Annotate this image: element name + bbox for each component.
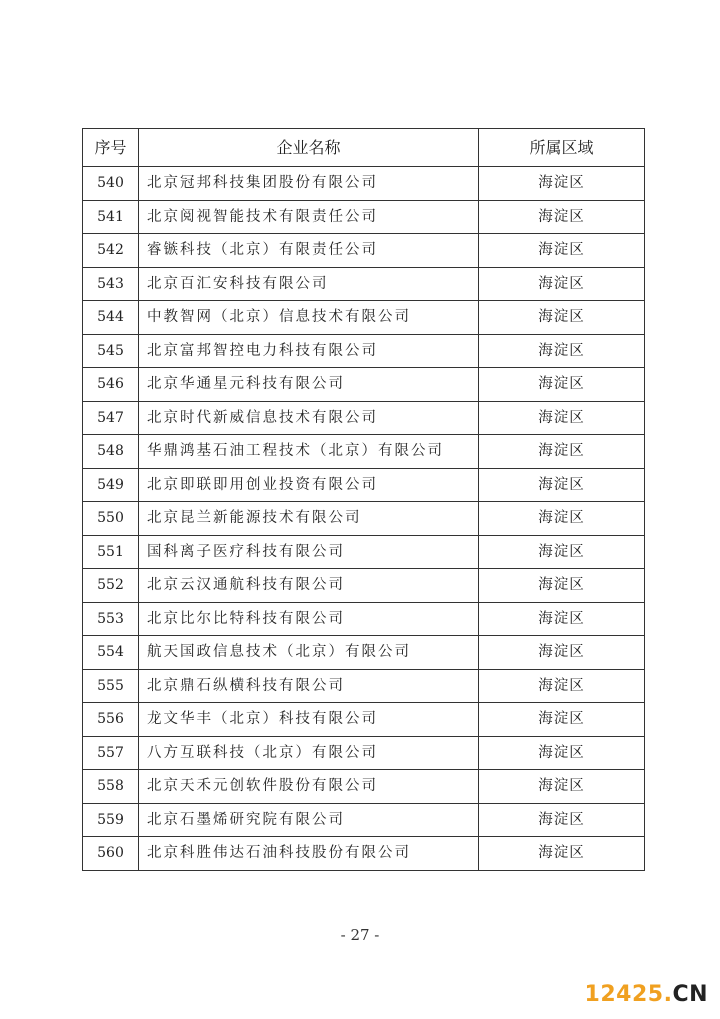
row-company-name: 北京鼎石纵横科技有限公司 (139, 669, 479, 703)
table-row (83, 803, 645, 837)
row-company-name: 北京云汉通航科技有限公司 (139, 569, 479, 603)
table-row (83, 502, 645, 536)
row-district: 海淀区 (479, 502, 645, 536)
row-company-name: 北京富邦智控电力科技有限公司 (139, 334, 479, 368)
header-number: 序号 (83, 129, 139, 167)
row-number: 553 (83, 602, 139, 636)
row-district: 海淀区 (479, 636, 645, 670)
table-row (83, 301, 645, 335)
row-number: 555 (83, 669, 139, 703)
row-district: 海淀区 (479, 770, 645, 804)
row-number: 549 (83, 468, 139, 502)
row-district: 海淀区 (479, 401, 645, 435)
row-number: 542 (83, 234, 139, 268)
table-row (83, 669, 645, 703)
row-district: 海淀区 (479, 602, 645, 636)
table-row (83, 267, 645, 301)
table-row (83, 435, 645, 469)
header-district: 所属区域 (479, 129, 645, 167)
row-company-name: 北京科胜伟达石油科技股份有限公司 (139, 837, 479, 871)
row-company-name: 北京百汇安科技有限公司 (139, 267, 479, 301)
row-company-name: 北京时代新威信息技术有限公司 (139, 401, 479, 435)
header-name: 企业名称 (139, 129, 479, 167)
row-number: 556 (83, 703, 139, 737)
row-number: 554 (83, 636, 139, 670)
row-district: 海淀区 (479, 368, 645, 402)
enterprise-table-container (82, 128, 644, 871)
watermark-dot: . (663, 982, 673, 1007)
table-row (83, 200, 645, 234)
row-company-name: 华鼎鸿基石油工程技术（北京）有限公司 (139, 435, 479, 469)
table-row (83, 234, 645, 268)
row-number: 550 (83, 502, 139, 536)
row-district: 海淀区 (479, 267, 645, 301)
watermark-tld: CN (672, 982, 708, 1007)
row-district: 海淀区 (479, 167, 645, 201)
table-row (83, 334, 645, 368)
row-number: 543 (83, 267, 139, 301)
row-district: 海淀区 (479, 334, 645, 368)
row-district: 海淀区 (479, 468, 645, 502)
row-company-name: 航天国政信息技术（北京）有限公司 (139, 636, 479, 670)
row-company-name: 国科离子医疗科技有限公司 (139, 535, 479, 569)
row-district: 海淀区 (479, 837, 645, 871)
row-number: 544 (83, 301, 139, 335)
row-district: 海淀区 (479, 569, 645, 603)
row-company-name: 北京昆兰新能源技术有限公司 (139, 502, 479, 536)
watermark-digits: 12425 (584, 982, 664, 1007)
row-district: 海淀区 (479, 803, 645, 837)
row-company-name: 中教智网（北京）信息技术有限公司 (139, 301, 479, 335)
row-company-name: 北京阅视智能技术有限责任公司 (139, 200, 479, 234)
row-number: 548 (83, 435, 139, 469)
row-number: 540 (83, 167, 139, 201)
row-number: 559 (83, 803, 139, 837)
row-district: 海淀区 (479, 535, 645, 569)
table-row (83, 636, 645, 670)
row-company-name: 北京石墨烯研究院有限公司 (139, 803, 479, 837)
table-row (83, 602, 645, 636)
row-number: 551 (83, 535, 139, 569)
enterprise-table (82, 128, 645, 871)
row-district: 海淀区 (479, 301, 645, 335)
table-header-row (83, 129, 645, 167)
table-row (83, 770, 645, 804)
row-company-name: 龙文华丰（北京）科技有限公司 (139, 703, 479, 737)
row-district: 海淀区 (479, 736, 645, 770)
row-district: 海淀区 (479, 669, 645, 703)
row-district: 海淀区 (479, 234, 645, 268)
row-number: 545 (83, 334, 139, 368)
row-number: 558 (83, 770, 139, 804)
page-number: - 27 - (340, 926, 380, 944)
table-row (83, 167, 645, 201)
table-row (83, 401, 645, 435)
row-company-name: 北京华通星元科技有限公司 (139, 368, 479, 402)
row-number: 560 (83, 837, 139, 871)
table-row (83, 569, 645, 603)
row-district: 海淀区 (479, 435, 645, 469)
row-number: 546 (83, 368, 139, 402)
table-row (83, 703, 645, 737)
table-row (83, 736, 645, 770)
table-row (83, 535, 645, 569)
row-company-name: 北京冠邦科技集团股份有限公司 (139, 167, 479, 201)
row-number: 541 (83, 200, 139, 234)
row-company-name: 北京天禾元创软件股份有限公司 (139, 770, 479, 804)
site-watermark-logo (585, 982, 708, 1007)
row-company-name: 北京比尔比特科技有限公司 (139, 602, 479, 636)
row-company-name: 八方互联科技（北京）有限公司 (139, 736, 479, 770)
row-company-name: 睿镞科技（北京）有限责任公司 (139, 234, 479, 268)
table-row (83, 468, 645, 502)
row-district: 海淀区 (479, 703, 645, 737)
row-number: 547 (83, 401, 139, 435)
table-row (83, 368, 645, 402)
row-company-name: 北京即联即用创业投资有限公司 (139, 468, 479, 502)
table-row (83, 837, 645, 871)
row-number: 557 (83, 736, 139, 770)
row-district: 海淀区 (479, 200, 645, 234)
row-number: 552 (83, 569, 139, 603)
